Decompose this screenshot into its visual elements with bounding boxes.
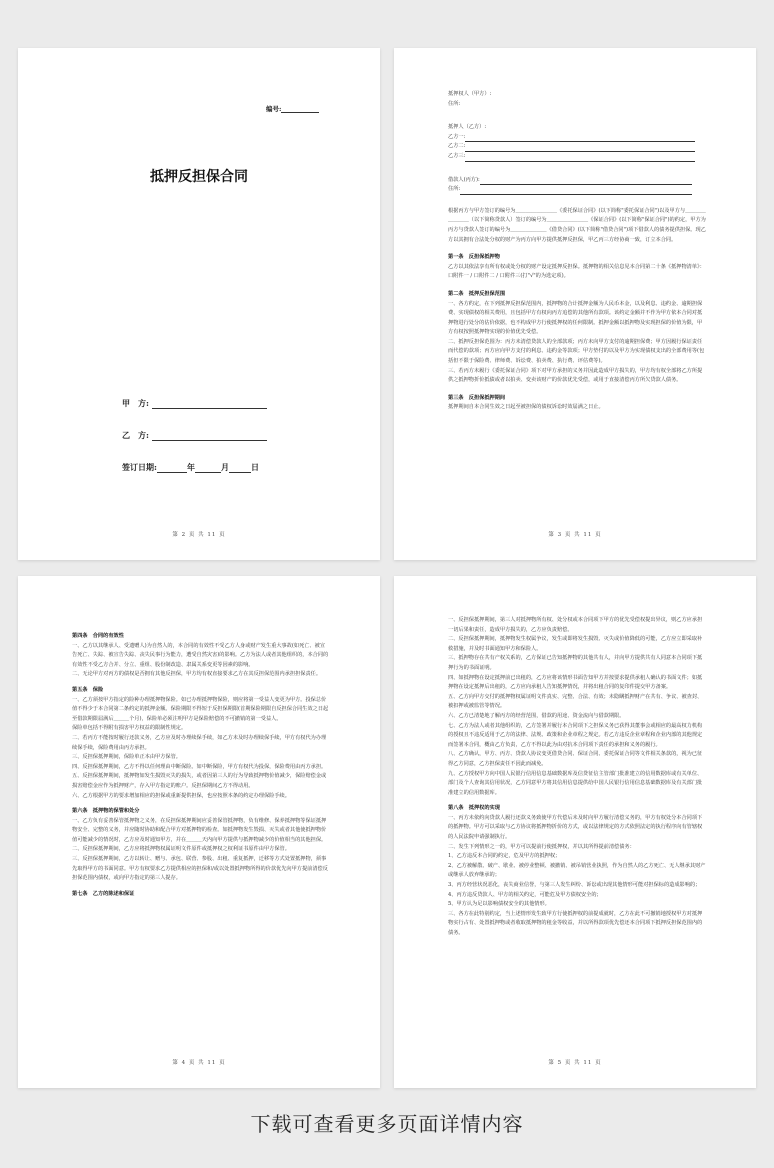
intro-paragraph: 根据丙方与甲方签订的编号为＿＿＿＿＿＿＿＿《委托保证合同》(以下简称"委托保证合同")以及甲方与＿＿＿＿＿＿＿＿（以下简称贷款人）签订的编号为＿＿＿＿＿＿＿＿《保证合同》(以下简称"保证合同")的约定，甲方为丙方与贷款人签订的编号为＿＿＿＿＿＿＿《借贷合同》(以下简称"借贷合同")项下借款人的债务提供担保。现乙方以其拥有合法处分权的财产为丙方向甲方提供抵押反担保，甲乙丙三方经协商一致，订立本合同。 [448, 207, 706, 243]
line-address-1: 住所: [448, 100, 461, 107]
article-2-para-1: 一、各方约定，在下列抵押反担保范围内，抵押物的合计抵押金额为人民币本金，以及利息、违约金、逾期担保费、实现债权的相关费用，且包括甲方有权向丙方追偿的其他所有款项。该约定金额并不作为甲方依本合同对抵押物进行处分的估价依据，也不构成甲方行使抵押权的任何限制。抵押金额以抵押物及实现担保的价值为限，甲方有权按照抵押物实现的价值优先受偿。 [448, 300, 703, 336]
warranty-para-8: 八、乙方确认，甲方、丙方、贷款人协议变更借贷合同、保证合同、委托保证合同等文件相关条款的，视为已征得乙方同意，乙方担保责任不因此而减免。 [448, 751, 703, 767]
warranty-para-9: 九、乙方授权甲方向中国人民银行信用信息基础数据库及信贷征信主管部门批准建立的信用数据库或有关单位、部门及个人查询其信用状况，乙方同意甲方将其信用信息提供给中国人民银行信用信息基础数据库及有关部门批准建立的信用数据库。 [448, 770, 703, 796]
contract-page-parties [394, 48, 756, 560]
article-8-item-5: 5、甲方认为足以影响债权安全的其他情形。 [448, 901, 550, 908]
warranty-para-2: 二、反担保抵押期间，抵押物发生权属争议，发生或即将发生损毁、灭失或价值降低的可能，乙方应立即采取补救措施，并及时书面通知甲方和保险人。 [448, 636, 703, 652]
warranty-para-6: 六、乙方已清楚地了解丙方的经营范围，借款的用途、资金流向与借款期限。 [448, 712, 625, 719]
party-a-blank [152, 408, 267, 409]
article-5-title: 第五条 保险 [72, 686, 104, 693]
article-5-para-4: 三、反担保抵押期间，保险单正本由甲方保管。 [72, 754, 181, 761]
page-footer: 第 5 页 共 11 页 [548, 1060, 602, 1066]
line-mortgagor: 抵押人（乙方）: [448, 124, 487, 131]
contract-page-article-8 [394, 576, 756, 1088]
party-b3-label: 乙方三: [448, 152, 466, 159]
page-footer: 第 3 页 共 11 页 [548, 532, 602, 538]
page-footer: 第 4 页 共 11 页 [172, 1060, 226, 1066]
contract-number-blank [281, 112, 319, 113]
download-more-caption[interactable]: 下载可查看更多页面详情内容 [250, 1112, 524, 1136]
article-8-para-3: 三、各方在此特别约定，当上述情形发生致甲方行使抵押权的前提成就时，乙方在此不可撤销地授权甲方对抵押物实行占有、处置抵押物或者收取抵押物的租金等收益，并以所得款项优先偿还本合同项下抵押反担保范围内的债务。 [448, 910, 703, 936]
article-2-para-3: 三、若丙方未履行《委托保证合同》项下对甲方承担的义务并因此造成甲方损失的，甲方均有权全部将乙方所提供之抵押物折价抵债或者以拍卖、变卖该财产的价款优先受偿，或用于直接清偿丙方所欠贷款人债务。 [448, 367, 703, 384]
contract-page-articles-4-7 [18, 576, 380, 1088]
article-5-para-2: 保险单包括不得附有损害甲方权益的限制性规定。 [72, 725, 187, 732]
article-8-item-3: 3、丙方经营状况恶化，丧失商业信誉，与第三人发生纠纷、诉讼或出现其他情形可能对担保标的造成影响的； [448, 882, 701, 889]
year-label: 年 [186, 462, 195, 472]
contract-title: 抵押反担保合同 [150, 169, 248, 185]
article-5-para-5: 四、反担保抵押期间，乙方不得以任何理由中断保险。如中断保险，甲方有权代为投保，保险费用由丙方承担。 [72, 763, 327, 770]
address-2-label: 住所: [448, 186, 461, 193]
article-3-body: 抵押期间自本合同生效之日起至被担保的债权诉讼时效届满之日止。 [448, 404, 604, 411]
party-b2-label: 乙方二: [448, 143, 466, 150]
contract-number-label: 编号: [266, 105, 282, 113]
line-borrower [448, 176, 706, 186]
warranty-para-7: 七、乙方为法人或者其他组织的，乙方签署并履行本合同项下之担保义务已获得其董事会或相应的最高权力机构的授权且不违反适用于乙方的法律、法规、政策和企业章程之规定。若乙方违反企业章程和企业内部的其他规定而签署本合同，概由乙方负责，乙方不得以此为由对抗本合同项下责任的承担和义务的履行。 [448, 722, 703, 748]
article-8-item-2: 2、乙方被解散、破产、歇业、被停业整顿、被撤销、被吊销营业执照，作为自然人的乙方死亡、无人继承其财产或继承人放弃继承的； [448, 862, 706, 879]
article-4-para-2: 二、无论甲方对丙方的债权是否拥有其他反担保，甲方均有权直接要求乙方在其反担保范围内承担担保责任。 [72, 671, 322, 678]
article-8-item-1: 1、乙方违反本合同的约定，危及甲方的抵押权； [448, 853, 561, 860]
month-label: 月 [220, 462, 229, 472]
contract-number-field [266, 104, 319, 113]
articles-block [72, 632, 330, 899]
line-party-b1 [448, 133, 706, 143]
article-4-title: 第四条 合同的有效性 [72, 633, 124, 639]
line-party-b3 [448, 152, 706, 162]
party-b3-blank [465, 161, 695, 162]
signing-date-row [122, 462, 259, 473]
party-b1-label: 乙方一: [448, 133, 466, 140]
party-b-row [122, 430, 267, 441]
article-8-para-1: 一、丙方未依约向贷款人履行还款义务致使甲方代偿后未及时向甲方履行清偿义务的，甲方有权处分本合同项下的抵押物。甲方可以采取与乙方协议将抵押物折价的方式，或以法律规定的方式依照法定的执行程序向有管辖权的人民法院申请强制执行。 [448, 814, 703, 841]
borrower-label: 借款人(丙方): [448, 176, 480, 183]
contract-cover-page [18, 48, 380, 560]
article-4-para-1: 一、乙方以其继承人、受遗赠人)为自然人的，本合同的有效性不受乙方人身或财产发生重大事故(如死亡、被宣告死亡、失踪、被宣告失踪、丧失民事行为能力，遭受自然灾害)的影响。乙方为法人或者其他组织的，本合同的有效性不受乙方合并、分立、重组、股份制改造、隶属关系变更等因素的影响。 [72, 642, 329, 668]
party-b-label: 乙 方: [122, 430, 149, 440]
article-5-para-7: 六、乙方根据甲方的要求增加相应的担保或重新提供担保，也应按照本条的约定办理保险手续。 [72, 792, 290, 799]
article-1-body: 乙方以其依法享有所有权或处分权的财产设定抵押反担保。抵押物的相关信息见本合同第二十条《抵押物清单》：口附件一 / 口附件二 / 口附件三(打"√"的为选定项)。 [448, 263, 705, 280]
article-8-title: 第八条 抵押权的实现 [448, 805, 500, 812]
party-a-row [122, 398, 267, 409]
year-blank [157, 472, 187, 473]
month-blank [195, 472, 221, 473]
signing-date-label: 签订日期: [122, 462, 157, 472]
party-a-label: 甲 方: [122, 398, 149, 408]
address-2-blank [460, 194, 692, 195]
article-8-para-2: 二、发生下列情形之一的，甲方可以提前行使抵押权，并以其所得提前清偿债务： [448, 843, 635, 850]
article-6-para-3: 三、反担保抵押期间，乙方以转让、赠与、承包、联营、参股、出租、重复抵押，迁移等方式处置抵押物，须事先取得甲方的书面同意。甲方有权要求乙方提供相应的担保和/或以处置抵押物所得的价款优先向甲方提前清偿反担保范围内债权，或向甲方指定的第三人提存。 [72, 856, 328, 882]
article-3-title: 第三条 反担保抵押期间 [448, 394, 506, 401]
warranty-para-1: 一、反担保抵押期间，第三人对抵押物所有权、处分权或本合同项下甲方的优先受偿权提出异议，则乙方应承担一切后果和责任，造成甲方损失的，乙方应负责赔偿。 [448, 617, 703, 633]
day-blank [229, 472, 251, 473]
article-6-para-1: 一、乙方负有妥善保管抵押物之义务，在反担保抵押期间应妥善保管抵押物，负有维修、保养抵押物等保证抵押物安全、完整的义务，并应随时协助和配合甲方对抵押物的检查。如抵押物发生毁损、灭失或者其他使抵押物价值可能减少的情况时，乙方应及时通知甲方，并在＿＿＿天内向甲方提供与抵押物减少的价值相当的其他担保。 [72, 817, 327, 843]
warranty-para-4: 四、如抵押物在设定抵押前已出租的，乙方应将该情形书面告知甲方并按要求提供承租人确认的书面文件；如抵押物在设定抵押后出租的，乙方应向承租人告知抵押情况，并将出租合同的复印件提交甲方备案。 [448, 674, 703, 691]
article-6-para-2: 二、反担保抵押期间，乙方应将抵押物权属证明文件原件或抵押权之权利证书原件由甲方保管。 [72, 846, 290, 853]
article-5-para-3: 二、若丙方不能按时履行还款义务，乙方应及时办理续保手续，如乙方未及时办理续保手续，甲方有权代为办理续保手续，保险费用由丙方承担。 [72, 734, 327, 751]
warranty-para-5: 五、乙方向甲方交付的抵押物权属证明文件真实、完整、合法、有效；未隐瞒抵押财产在共有、争议、被查封、被扣押或被监管等情况。 [448, 693, 703, 710]
article-5-para-6: 五、反担保抵押期间，抵押物如发生损毁灭失的损失，或者因第三人的行为导致抵押物价值减少，保险赔偿金或损害赔偿金应作为抵押财产，存入甲方指定的账户。反担保期间乙方不得动用。 [72, 773, 327, 789]
line-address-2 [448, 185, 706, 195]
article-7-title: 第七条 乙方的陈述和保证 [72, 890, 135, 897]
line-mortgagee: 抵押权人（甲方）: [448, 91, 492, 97]
parties-block [448, 90, 706, 413]
article-5-para-1: 一、乙方须按甲方指定的险种办理抵押物保险。如已办理抵押物保险，则应将第一受益人变更为甲方。投保总价值不得少于本合同第二条约定的抵押金额。保险期限不得短于反担保期限(首期保险期限自反担保合同生效之日起至借款期限届满后＿＿＿个月)，保险单必须注明甲方是保险赔偿的不可撤销的第一受益人。 [72, 696, 329, 722]
article-1-title: 第一条 反担保抵押物 [448, 254, 500, 261]
article-2-title: 第二条 抵押反担保范围 [448, 290, 506, 297]
article-8-item-4: 4、丙方违反贷款人、甲方的相关约定，可能危及甲方债权安全的； [448, 891, 602, 898]
article-6-title: 第六条 抵押物的保管和处分 [72, 808, 140, 815]
warranty-para-3: 三、抵押物存在共有产权关系的，乙方保证已告知抵押物的其他共有人，并向甲方提供共有人同意本合同项下抵押行为的书面证明。 [448, 655, 703, 671]
party-b-blank [152, 440, 267, 441]
warranties-block [448, 616, 706, 939]
article-2-para-2: 二、抵押反担保范围为：丙方未清偿贷款人的全部款项；丙方未向甲方支付的逾期担保费；甲方因履行保证责任而代偿的款项；丙方应向甲方支付的利息、违约金等款项；甲方垫付的以及甲方为实现债权支出的全部费用等(包括但不限于保险费、律师费、诉讼费、拍卖费、执行费、评估费等)。 [448, 338, 705, 365]
line-party-b2 [448, 142, 706, 152]
day-label: 日 [250, 462, 259, 472]
page-footer: 第 2 页 共 11 页 [172, 532, 226, 538]
